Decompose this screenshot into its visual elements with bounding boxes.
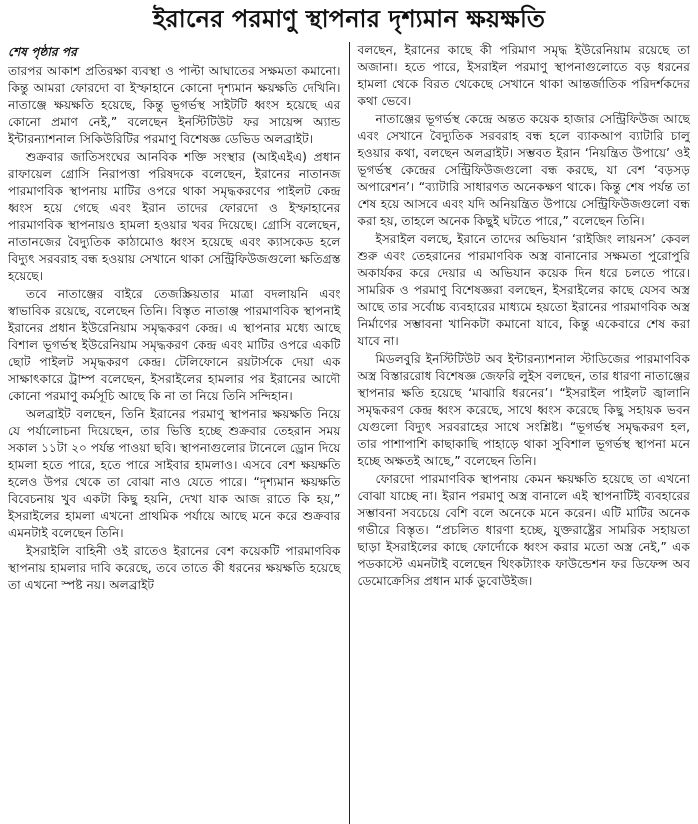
paragraph: মিডলবুরি ইনস্টিটিউট অব ইন্টারন্যাশনাল স্টাডিজের পারমাণবিক অস্ত্র বিস্তাররোধ বিশেষজ্ঞ জেফরি লুইস বলছেন, তার ধারণা নাতাঞ্জের স্থাপনার ক্ষতি হয়েছে ‘মাঝারি ধরনের’। “ইসরাইল পাইলট জ্বালানি সমৃদ্ধকরণ কেন্দ্র ধ্বংস করেছে, সাথে ধ্বংস করেছে কিছু সহায়ক ভবন যেগুলো বিদ্যুৎ সরবরাহের সাথে সংশ্লিষ্ট। “ভূগর্ভস্থ সমৃদ্ধকরণ হল, তার পাশাপাশি কাছাকাছি পাহাড়ে থাকা সুবিশাল ভূগর্ভস্থ স্থাপনা মনে হচ্ছে অক্ষতই আছে,” বলেছেন তিনি। — [357, 352, 690, 468]
paragraph: শুক্রবার জাতিসংঘের আনবিক শক্তি সংস্থার (আইএইএ) প্রধান রাফায়েল গ্রোসি নিরাপত্তা পরিষদকে বলেছেন, ইরানের নাতানজ পারমাণবিক স্থাপনায় মাটির ওপরে থাকা সমৃদ্ধকরণের পাইলট কেন্দ্র ধ্বংস হয়ে গেছে এবং ইরান তাদের ফোরদো ও ইস্ফাহানের পারমাণবিক স্থাপনায়ও হামলা হওয়ার খবর দিয়েছে। গ্রোসি বলেছেন, নাতানজের বৈদ্যুতিক কাঠামোও ধ্বংস হয়েছে এবং ক্যাসকেড হলে বিদ্যুৎ সরবরাহ বন্ধ হওয়ায় সেখানে থাকা সেন্ট্রিফিউজগুলো ক্ষতিগ্রস্ত হয়েছে। — [8, 150, 341, 283]
paragraph: তারপর আকাশ প্রতিরক্ষা ব্যবস্থা ও পাল্টা আঘাতের সক্ষমতা কমানো। কিন্তু আমরা ফোরদো বা ইস্ফাহানে কোনো দৃশ্যমান ক্ষয়ক্ষতি দেখিনি। নাতাঞ্জে ক্ষয়ক্ষতি হয়েছে, কিন্তু ভূগর্ভস্থ সাইটটি ধ্বংস হয়েছে এর কোনো প্রমাণ নেই,” বলেছেন ইনস্টিটিউট ফর সায়েন্স অ্যান্ড ইন্টারন্যাশনাল সিকিউরিটির পরমাণু বিশেষজ্ঞ ডেভিড অলব্রাইট। — [8, 64, 341, 146]
continued-from-label: শেষ পৃষ্ঠার পর — [8, 45, 77, 59]
paragraph: অলব্রাইট বলছেন, তিনি ইরানের পরমাণু স্থাপনার ক্ষয়ক্ষতি নিয়ে যে পর্যালোচনা দিয়েছেন, তার ভিত্তি হচ্ছে শুক্রবার তেহরান সময় সকাল ১১টা ২০ পর্যন্ত পাওয়া ছবি। স্থাপনাগুলোর টানেলে ড্রোন দিয়ে হামলা হতে পারে, হতে পারে সাইবার হামলাও। এসবে বেশ ক্ষয়ক্ষতি হলেও উপর থেকে তা বোঝা নাও যেতে পারে। “দৃশ্যমান ক্ষয়ক্ষতি বিবেচনায় খুব একটা কিছু হয়নি, দেখা যাক আজ রাতে কি হয়,” ইসরাইলের হামলা এখনো প্রাথমিক পর্যায়ে আছে মনে করে শুক্রবার এমনটাই বলেছেন তিনি। — [8, 407, 341, 540]
paragraph: বলছেন, ইরানের কাছে কী পরিমাণ সমৃদ্ধ ইউরেনিয়াম রয়েছে তা অজানা। হতে পারে, ইসরাইল পরমাণু স্থাপনাগুলোতে বড় ধরনের হামলা থেকে বিরত থেকেছে সেখানে থাকা আন্তর্জাতিক পরিদর্শকদের কথা ভেবে। — [357, 43, 690, 108]
right-column — [349, 42, 691, 824]
left-column — [8, 42, 349, 824]
paragraph: নাতাঞ্জের ভূগর্ভস্থ কেন্দ্রে অন্তত কয়েক হাজার সেন্ট্রিফিউজ আছে এবং সেখানে বৈদ্যুতিক সরবরাহ বন্ধ হলে ব্যাকআপ ব্যাটারি চালু হওয়ার কথা, বলছেন অলব্রাইট। সম্ভবত ইরান ‘নিয়ন্ত্রিত উপায়ে’ ওই ভূগর্ভস্থ কেন্দ্রের সেন্ট্রিফিউজগুলো বন্ধ করছে, যা বেশ ‘বড়সড় অপারেশন’। “ব্যাটারি সাধারণত অনেকক্ষণ থাকে। কিন্তু শেষ পর্যন্ত তা শেষ হয়ে আসবে এবং যদি অনিয়ন্ত্রিত উপায়ে সেন্ট্রিফিউজগুলো বন্ধ করা হয়, তাহলে অনেক কিছুই ঘটতে পারে,” বলেছেন তিনি। — [357, 112, 690, 228]
paragraph: তবে নাতাঞ্জের বাইরে তেজস্ক্রিয়তার মাত্রা বদলায়নি এবং স্বাভাবিক রয়েছে, বলেছেন তিনি। বিস্তৃত নাতাঞ্জ পারমাণবিক স্থাপনাই ইরানের প্রধান ইউরেনিয়াম সমৃদ্ধকরণ কেন্দ্র। এ স্থাপনার মধ্যে আছে বিশাল ভূগর্ভস্থ ইউরেনিয়াম সমৃদ্ধকরণ কেন্দ্র এবং মাটির ওপরে একটি ছোট পাইলট সমৃদ্ধকরণ কেন্দ্র। টেলিফোনে রয়টার্সকে দেয়া এক সাক্ষাৎকারে ট্রাম্প বলেছেন, ইসরাইলের হামলার পর ইরানের আদৌ কোনো পরমাণু কর্মসূচি আছে কি না তা নিয়ে তিনি সন্দিহান। — [8, 287, 341, 403]
article-body — [8, 42, 690, 824]
paragraph: ফোরদো পারমাণবিক স্থাপনায় কেমন ক্ষয়ক্ষতি হয়েছে তা এখনো বোঝা যাচ্ছে না। ইরান পরমাণু অস্ত্র বানালে এই স্থাপনাটিই ব্যবহারের সম্ভাবনা সবচেয়ে বেশি বলে অনেকে মনে করেন। এটি মাটির অনেক গভীরে বিস্তৃত। “প্রচলিত ধারণা হচ্ছে, যুক্তরাষ্ট্রের সামরিক সহায়তা ছাড়া ইসরাইলের কাছে ফোর্দোকে ধ্বংস করার মতো অস্ত্র নেই,” এক পডকাস্টে এমনটাই বলেছেন থিংকট্যাংক ফাউন্ডেশন ফর ডিফেন্স অব ডেমোক্রেসির প্রধান মার্ক ডুবোউইজ। — [357, 472, 690, 588]
paragraph: ইসরাইলি বাহিনী ওই রাতেও ইরানের বেশ কয়েকটি পারমাণবিক স্থাপনায় হামলার দাবি করেছে, তবে তাতে কী ধরনের ক্ষয়ক্ষতি হয়েছে তা এখনো স্পষ্ট নয়। অলব্রাইট — [8, 544, 341, 592]
headline: ইরানের পরমাণু স্থাপনার দৃশ্যমান ক্ষয়ক্ষতি — [152, 5, 546, 33]
paragraph: ইসরাইল বলছে, ইরানে তাদের অভিযান ‘রাইজিং লায়নস’ কেবল শুরু এবং তেহরানের পারমাণবিক অস্ত্র বানানোর সক্ষমতা পুরোপুরি অকার্যকর করে দেয়ার এ অভিযান কয়েক দিন ধরে চলতে পারে। সামরিক ও পরমাণু বিশেষজ্ঞরা বলছেন, ইসরাইলের কাছে যেসব অস্ত্র আছে তার সর্বোচ্চ ব্যবহারের মাধ্যমে হয়তো ইরানের পারমাণবিক অস্ত্র নির্মাণের সম্ভাবনা খানিকটা কমানো যাবে, কিন্তু একেবারে শেষ করা যাবে না। — [357, 232, 690, 348]
